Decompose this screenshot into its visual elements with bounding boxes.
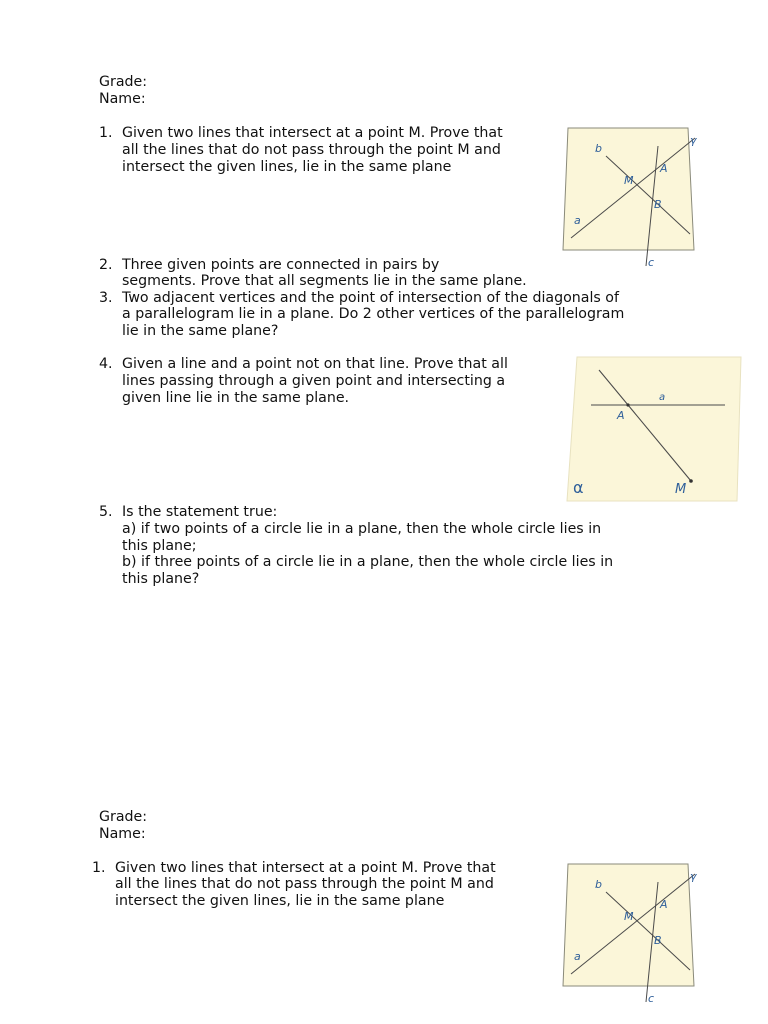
figure-plane-alpha: [565, 355, 745, 505]
plane-gamma: [563, 128, 694, 250]
plane-alpha-diagram: [565, 355, 745, 505]
grade-label: Grade:: [99, 74, 148, 90]
name-label: Name:: [99, 91, 146, 107]
label-alpha: α: [573, 478, 584, 497]
question-line: a) if two points of a circle lie in a plane, then the whole circle lies in: [122, 521, 602, 537]
question-line: Two adjacent vertices and the point of intersection of the diagonals of: [122, 290, 619, 306]
plane-gamma-diagram: [560, 126, 710, 272]
question-line: b) if three points of a circle lie in a plane, then the whole circle lies in: [122, 554, 614, 570]
question-line: this plane?: [122, 571, 200, 587]
label-c: c: [648, 256, 655, 269]
figure-plane-gamma: [560, 126, 710, 272]
question-number: 1.: [99, 125, 113, 141]
question-number: 4.: [99, 356, 113, 372]
grade-label: Grade:: [99, 809, 148, 825]
question-number: 1.: [92, 860, 106, 876]
point-a: [626, 403, 629, 406]
label-a-point: A: [660, 898, 668, 911]
question-line: all the lines that do not pass through the point M and: [122, 142, 501, 158]
question-line: intersect the given lines, lie in the same plane: [122, 159, 452, 175]
question-line: Given a line and a point not on that line. Prove that all: [122, 356, 508, 372]
label-a-point: A: [660, 162, 668, 175]
question-line: segments. Prove that all segments lie in the same plane.: [122, 273, 527, 289]
plane-alpha: [567, 357, 741, 501]
label-m: M: [675, 482, 687, 497]
question-number: 2.: [99, 257, 113, 273]
question-number: 5.: [99, 504, 113, 520]
question-line: Given two lines that intersect at a point M. Prove that: [115, 860, 496, 876]
question-line: Three given points are connected in pairs by: [122, 257, 440, 273]
label-gamma: γ: [690, 870, 697, 883]
label-b-point: B: [654, 198, 662, 211]
label-a-line: a: [574, 950, 581, 963]
question-line: this plane;: [122, 538, 197, 554]
question-line: lines passing through a given point and intersecting a: [122, 373, 506, 389]
question-line: Given two lines that intersect at a point M. Prove that: [122, 125, 503, 141]
label-gamma: γ: [690, 134, 697, 147]
question-line: given line lie in the same plane.: [122, 390, 350, 406]
question-line: all the lines that do not pass through the point M and: [115, 876, 494, 892]
plane-gamma: [563, 864, 694, 986]
label-m: M: [624, 910, 634, 923]
label-a-point: A: [617, 409, 625, 422]
question-line: intersect the given lines, lie in the same plane: [115, 893, 445, 909]
plane-gamma-diagram: [560, 862, 710, 1008]
label-b: b: [595, 878, 602, 891]
label-a-line: a: [574, 214, 581, 227]
point-m: [689, 479, 693, 483]
question-number: 3.: [99, 290, 113, 306]
label-b-point: B: [654, 934, 662, 947]
label-c: c: [648, 992, 655, 1005]
label-a-line: a: [659, 392, 666, 403]
label-b: b: [595, 142, 602, 155]
name-label: Name:: [99, 826, 146, 842]
figure-plane-gamma: [560, 862, 710, 1008]
question-line: Is the statement true:: [122, 504, 278, 520]
question-line: a parallelogram lie in a plane. Do 2 other vertices of the parallelogram: [122, 306, 625, 322]
question-line: lie in the same plane?: [122, 323, 279, 339]
label-m: M: [624, 174, 634, 187]
